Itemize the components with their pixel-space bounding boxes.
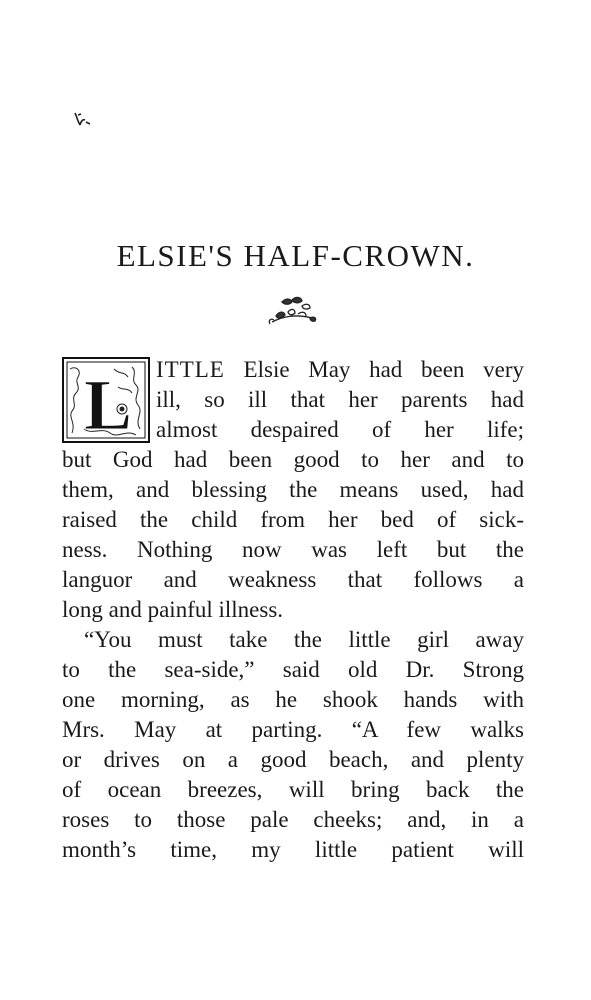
paragraph-1-line-1 bbox=[156, 355, 524, 385]
paragraph-2-line-5: or drives on a good beach, and plenty bbox=[62, 747, 524, 772]
paragraph-2-line-1: “You must take the little girl away bbox=[84, 627, 524, 652]
paragraph-2-line-6: of ocean breezes, will bring back the bbox=[62, 777, 524, 802]
paragraph-2-line-3: one morning, as he shook hands with bbox=[62, 687, 524, 712]
drop-cap-ornament-icon bbox=[62, 357, 150, 443]
floral-ornament-icon bbox=[262, 292, 324, 330]
chapter-title: ELSIE'S HALF-CROWN. bbox=[116, 238, 475, 273]
paragraph-1-line-1-rest: Elsie May had been very bbox=[224, 357, 524, 382]
paragraph-2-line-8: month’s time, my little patient will bbox=[62, 837, 524, 862]
paragraph-1-line-8: languor and weakness that follows a bbox=[62, 567, 524, 592]
paragraph-1-line-4: but God had been good to her and to bbox=[62, 447, 524, 472]
paragraph-1-line-3: almost despaired of her life; bbox=[156, 417, 524, 442]
paragraph-1-line-2: ill, so ill that her parents had bbox=[156, 387, 524, 412]
paragraph-1-line-5: them, and blessing the means used, had bbox=[62, 477, 524, 502]
paragraph-1-line-7: ness. Nothing now was left but the bbox=[62, 537, 524, 562]
paragraph-2-line-4: Mrs. May at parting. “A few walks bbox=[62, 717, 524, 742]
body-text bbox=[62, 355, 524, 865]
paragraph-1-line-6: raised the child from her bed of sick- bbox=[62, 507, 524, 532]
first-word-smallcaps: ITTLE bbox=[156, 357, 225, 382]
drop-cap-letter: L bbox=[84, 365, 133, 443]
paragraph-2-line-7: roses to those pale cheeks; and, in a bbox=[62, 807, 524, 832]
paragraph-1-line-9: long and painful illness. bbox=[62, 597, 284, 622]
paragraph-2-line-2: to the sea-side,” said old Dr. Strong bbox=[62, 657, 524, 682]
stray-ink-mark-icon bbox=[72, 108, 94, 130]
